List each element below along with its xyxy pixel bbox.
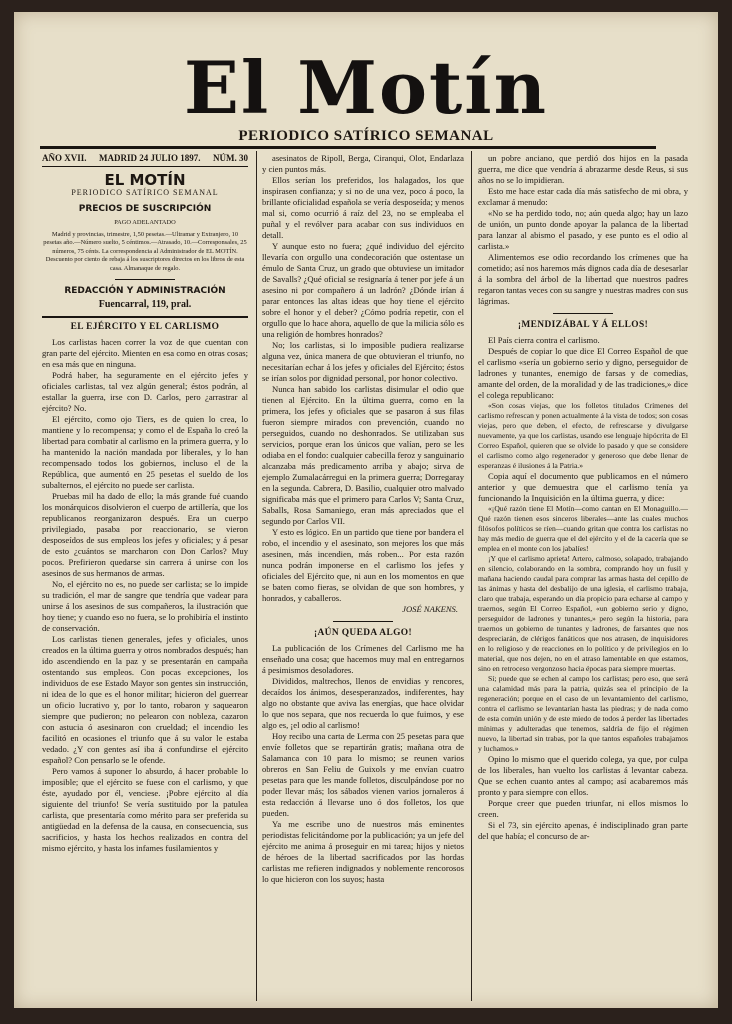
column-divider bbox=[256, 151, 257, 1001]
column-3 bbox=[478, 153, 688, 1003]
subscription-box bbox=[42, 171, 248, 318]
issue-date: MADRID 24 JULIO 1897. bbox=[99, 153, 201, 163]
paragraph: Ya me escribe uno de nuestros más eminentes periodistas felicitándome por la publicación; ya un jefe del ejército me anima á proseguir en mi tarea; hijos y nietos de héroes de la libertad sacrificados por las hordas carlistas me refieren indignados y noblemente rencorosos lo que hicieron con los suyos; hasta bbox=[262, 819, 464, 884]
paragraph: El ejército, como ojo Tiers, es de quien lo crea, lo mantiene y lo recompensa; y como el de España lo creó la libertad para combatir al carlismo en la primera guerra, y lo ha mantenido la nación mandada por liberales, y lo han recompensado todos los gobiernos, incluso el de la República, que aumentó en 25 pesetas el sueldo de los subalternos, el ejército no puede ser carlista. bbox=[42, 414, 248, 491]
quote: ¡Y que el carlismo aprieta! Artero, calmoso, solapado, trabajando en silencio, colaborando en la sombra, comprando hoy un fusil y mañana haciendo caudal para comprar las armas hasta del cepillo de las ánimas y hasta del desbalijo de una iglesia, el carlismo trabaja, claro que trabaja, esperando un día propicio para echarse al campo y traernos, según El Correo Español, «un gobierno serio y digno, perseguidor de ladrones y tunantes,» pero según la historia, para traernos un gobierno de tunantes y ladrones, de farsantes que nos despreciarán, de clérigos fanáticos que nos atrasen, de inquisidores en lo religioso y de reacciones en lo político y de privilegios en lo material, que nos dejen, no en el atraso lamentable en que estamos, sino en retroceso vergonzoso hacia épocas para siempre muertas. bbox=[478, 554, 688, 673]
article-body bbox=[478, 754, 688, 842]
paragraph: Ellos serían los preferidos, los halagados, los que inspirasen confianza; y si no de una vez, poco á poco, la brillante oficialidad española se vería desposeída; y menos mal si, como ocurrió á raíz del 23, no se empleaba el puñal y el revólver para acabar con sus individuos en detall. bbox=[262, 175, 464, 240]
paragraph: asesinatos de Ripoll, Berga, Ciranqui, Olot, Endarlaza y cien puntos más. bbox=[262, 153, 464, 174]
paragraph: No; los carlistas, si lo imposible pudiera realizarse alguna vez, única manera de que obtuvieran el triunfo, no necesitarían echar á los jefes y oficiales del Ejército; éstos se irían solos por dignidad personal, por honor colectivo. bbox=[262, 340, 464, 383]
paragraph: Divididos, maltrechos, llenos de envidias y rencores, decaídos los ánimos, desesperanzados, indiferentes, hay algo no obstante que aviva las energías, que hace olvidar lo que nos separa, que nos recuerda lo que fuimos, y ese algo es, ¡el odio al carlismo! bbox=[262, 676, 464, 730]
masthead-title: El Motín bbox=[184, 45, 548, 130]
paragraph: Nunca han sabido los carlistas disimular el odio que tienen al Ejército. En la última guerra, como en la primera, los jefes y oficiales que se pasaron á sus filas fueron siempre mirados con prevención, cuando no perseguidos, cuando no deshonrados. Se utilizaban sus servicios, porque eran los únicos que valían, pero se les odiaba en el fondo: cualquier cabecilla feroz y sanguinario alcanzaba más predicamento arriba y abajo; sirva de ejemplo Zumalacárregui en la primera guerra; Dorregaray en la segunda. Cabrera, D. Basilio, cualquier otro malvado significaba más que el primero para Carlos V; Santa Cruz, Saballs, Rosa Samaniego, eran más apreciados que el segundo por Carlos VII. bbox=[262, 384, 464, 526]
paragraph: Hoy recibo una carta de Lerma con 25 pesetas para que envíe folletos que se repartirán gratis; mañana otra de Salamanca con 10 para lo mismo; se reunen varios obreros en San Feliu de Guixols y me envían cuatro pesetas para que les mande folletos, disculpándose por no poder llevar más; los sábados vienen varios jornaleros á esta redacción á llevarse uno ó dos folletos, los que pueden. bbox=[262, 731, 464, 818]
article-title: ¡AÚN QUEDA ALGO! bbox=[313, 628, 413, 638]
prices-text: Madrid y provincias, trimestre, 1,50 pesetas.—Ultramar y Extranjero, 10 pesetas año.—Número suelto, 5 céntimos.—Atrasado, 10.—Corresponsales, 25 números, 75 cénts. La correspondencia al Administrador de EL MOTÍN. Descuento por ciento de rebaja á los suscriptores directos en los libros de esta casa. Almanaque de regalo. bbox=[43, 231, 247, 272]
article-body bbox=[42, 337, 248, 854]
prices-heading: PRECIOS DE SUSCRIPCIÓN bbox=[78, 204, 212, 214]
masthead-subtitle: PERIODICO SATÍRICO SEMANAL bbox=[238, 128, 494, 144]
admin-address: Fuencarral, 119, pral. bbox=[98, 299, 192, 311]
box-title: EL MOTÍN bbox=[104, 171, 186, 189]
paragraph: Podrá haber, ha seguramente en el ejército jefes y oficiales carlistas, tal vez algún general; éstos podrán, al estallar la guerra, irse con D. Carlos, pero ¿arrastrar al ejército? No. bbox=[42, 370, 248, 414]
paragraph: Los carlistas hacen correr la voz de que cuentan con gran parte del ejército. Mienten en esa como en otras cosas; en esa más que en ninguna. bbox=[42, 337, 248, 370]
paragraph: Pruebas mil ha dado de ello; la más grande fué cuando los monárquicos disolvieron el cuerpo de artillería, que los republicanos reorganizaron después. Era un cuerpo privilegiado, pasaba por reaccionario, se vieron desposeídos de sus empleos los jefes y oficiales; y á pesar de esto ¿cuántos se marcharon con Don Carlos? Muy pocos. Prefirieron quedarse sin carrera á unirse con los asesinos de sus hermanos de armas. bbox=[42, 491, 248, 579]
paragraph: Porque creer que pueden triunfar, ni ellos mismos lo creen. bbox=[478, 798, 688, 819]
issue-number: NÚM. 30 bbox=[213, 153, 248, 163]
paragraph: Y esto es lógico. En un partido que tiene por bandera el robo, el incendio y el asesinato, son mejores los que más asesinen, más incendien, más roben... Por esta razón nunca podrán imponerse en el carlismo los jefes y oficiales del Ejército que, ni aun en los momentos en que se baten como fieras, se olvidan de que son hombres, y honrados, y caballeros. bbox=[262, 527, 464, 603]
paragraph: «No se ha perdido todo, no; aún queda algo; hay un lazo de unión, un punto donde apoyar la palanca de la libertad para lanzar al abismo el pasado, y ese punto es el odio al carlista.» bbox=[478, 208, 688, 251]
paragraph: Esto me hace estar cada día más satisfecho de mi obra, y exclamar á menudo: bbox=[478, 186, 688, 207]
paragraph: Pero vamos á suponer lo absurdo, á hacer probable lo imposible; que el ejército se fuese con el carlismo, y que éste, ayudado por él, venciese. ¡Pobre ejército al día siguiente del triunfo! Se vería sustituido por la patulea carlista, que presentaría como mérito para ser preferida su antigüedad en la defensa de la causa, en consecuencia, sus sacrificios, y hasta los hechos realizados en contra del mismo ejército, y hasta los infames fusilamientos y bbox=[42, 766, 248, 854]
issue-year: AÑO XVII. bbox=[42, 153, 87, 163]
paragraph: No, el ejército no es, no puede ser carlista; se lo impide su tradición, el mar de sangre que tendría que vadear para unirse á los asesinos de sus compañeros, la ilustración que hoy tiene; y cuando eso no fuera, se lo prohibiría el instinto de conservación. bbox=[42, 579, 248, 634]
column-divider bbox=[471, 151, 472, 1001]
column-2 bbox=[262, 153, 464, 1003]
box-subtitle: PERIODICO SATÍRICO SEMANAL bbox=[71, 188, 219, 197]
paragraph: Después de copiar lo que dice El Correo Español de que el carlismo «sería un gobierno serio y digno, perseguidor de ladrones y tunantes, enemigo de farsas y de comedias, amante del orden, de la moralidad y de las tradiciones,» dice el colega republicano: bbox=[478, 346, 688, 400]
column-1 bbox=[42, 153, 248, 1003]
article-signature: JOSÉ NAKENS. bbox=[402, 604, 458, 614]
paragraph: La publicación de los Crímenes del Carlismo me ha enseñado una cosa; que hacemos muy mal en entregarnos á pesimismos desoladores. bbox=[262, 643, 464, 675]
article-body-continued bbox=[478, 153, 688, 307]
paragraph: Opino lo mismo que el querido colega, ya que, por culpa de los liberales, han vuelto los carlistas á levantar cabeza. Que se echen cuanto antes al campo; así acabaremos más pronto y para siempre con ellos. bbox=[478, 754, 688, 797]
paragraph: Alimentemos ese odio recordando los crímenes que ha cometido; así nos haremos más dignos cada día de desesarlar á la sombra del árbol de la libertad que nuestros padres regaron tantas veces con su sangre y nuestras madres con sus lágrimas. bbox=[478, 252, 688, 306]
article-title: EL EJÉRCITO Y EL CARLISMO bbox=[70, 322, 220, 333]
quote: «Son cosas viejas, que los folletos titulados Crímenes del carlismo refrescan y ponen actualmente á la vista de todos; son cosas viejas, pero que deben, el efecto, de refrescarse y divulgarse nuevamente, ya que los carlistas, usando ese lenguaje hipócrita de El Correo Español, quieren que se olvide lo pasado y que se considere el carlismo como algo regenerador y generoso que debe llenar de esperanzas é ilusiones á la Patria.» bbox=[478, 401, 688, 470]
paragraph: El País cierra contra el carlismo. bbox=[488, 335, 600, 345]
paragraph: un pobre anciano, que perdió dos hijos en la pasada guerra, me dice que vendría á abrazarme desde Reus, si sus años no se lo impidieran. bbox=[478, 153, 688, 185]
article-title: ¡MENDIZÁBAL Y Á ELLOS! bbox=[517, 320, 649, 330]
masthead-rule bbox=[40, 146, 656, 149]
article-body bbox=[478, 471, 688, 504]
prices-note: PAGO ADELANTADO bbox=[114, 219, 176, 226]
dateline bbox=[42, 153, 248, 167]
quote: Sí; puede que se echen al campo los carlistas; pero eso, que será una calamidad más para la patria, quizás sea el principio de la regeneración; porque en el caso de un levantamiento del carlismo, contra el carlismo se levantarían hasta las piedras; y de nada como de esta común unión y de este miedo de todos á perder las libertades mínimas y adulteradas que tenemos, saldría de fijo el régimen nuevo, la libertad sin trabas, por la que tantos españoles trabajamos y luchamos.» bbox=[478, 674, 688, 753]
paragraph: Copia aquí el documento que publicamos en el número anterior y que demuestra que el carlismo tenía ya funcionando la Inquisición en la última guerra, y dice: bbox=[478, 471, 688, 503]
newspaper-page bbox=[14, 12, 718, 1008]
paragraph: Los carlistas tienen generales, jefes y oficiales, unos creados en la última guerra y otros nombrados después; han ido ascendiendo en la paz y se presentarán en campaña ostentando sus empleos. Con pocas excepciones, los individuos de ese Estado Mayor son gentes sin instrucción, ni idea de lo que es el honor militar; hicieron del guerrear un oficio lucrativo y, por lo tanto, robaron y saquearon siempre que pudieron; no pelearon con nobleza, cazaron con astucia ó asesinaron con crueldad; el incendio les facilitó en ocasiones el triunfo que á su valor le estaba vedado. ¿Y con gentes así iba á confundirse el ejército español? Con pensarlo se le ofende. bbox=[42, 634, 248, 766]
paragraph: Y aunque esto no fuera; ¿qué individuo del ejército llevaría con orgullo una condecoración que ostentase un émulo de Santa Cruz, un grado que obtuviese un imitador de Savalls? ¿Qué oficial se resignaría á tener por jefe á un asesino ni por compañero á un ladrón? ¿Dónde irían á parar entonces las altas ideas que hoy tiene el ejército sobre el honor y el deber? ¿Cómo podría repetir, con el orgullo que lo hace ahora, aquello de que la milicia sólo es una religión de hombres honrados? bbox=[262, 241, 464, 339]
article-body bbox=[478, 335, 688, 401]
article-body-continued bbox=[262, 153, 464, 604]
admin-heading: REDACCIÓN Y ADMINISTRACIÓN bbox=[64, 286, 226, 297]
quote: «¡Qué razón tiene El Motín—como cantan en El Monaguillo.—Qué razón tienen esos sinceros liberales—ante las cuales muchos filósofos políticos se ríen—cuando gritan que contra los carlistas no hay más medio de guerra que el del ejército y el de la cacería que se emplea en el monte con los jabalíes! bbox=[478, 504, 688, 553]
article-body bbox=[262, 643, 464, 885]
paragraph: Si el 73, sin ejército apenas, é indisciplinado gran parte del que había; el concurso de ar- bbox=[478, 820, 688, 841]
